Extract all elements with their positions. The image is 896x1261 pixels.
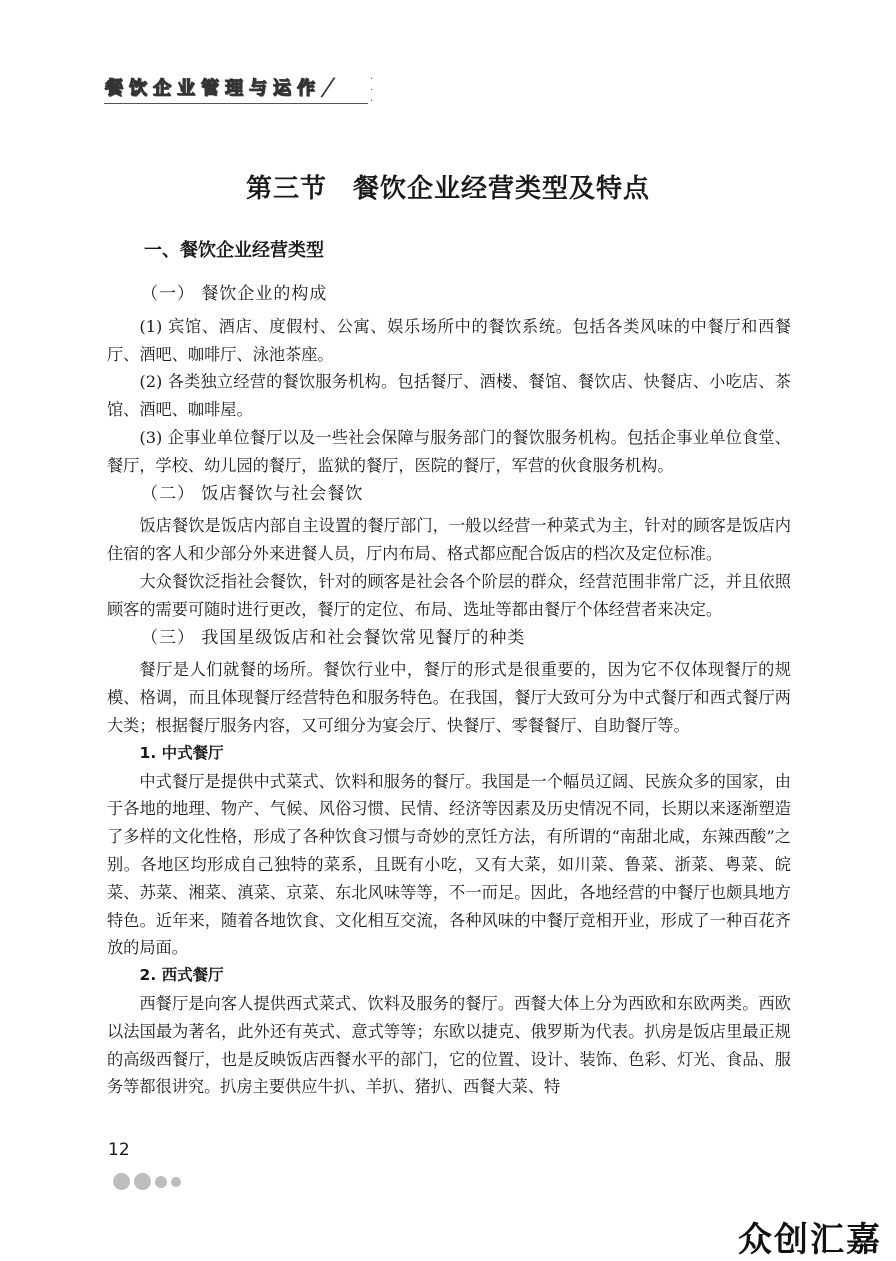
heading-composition: （一） 餐饮企业的构成 xyxy=(141,284,328,304)
header-char: 餐 xyxy=(105,78,123,99)
section-title-number: 第三节 xyxy=(245,174,327,204)
paragraph: 中式餐厅是提供中式菜式、饮料和服务的餐厅。我国是一个幅员辽阔、民族众多的国家，由于各地的地理、物产、气候、风俗习惯、民情、经济等因素及历史情况不同，长期以来逐渐塑造了多样的文化性格，形成了各种饮食习惯与奇妙的烹饪方法，有所谓的“南甜北咸，东辣西酸”之别。各地区均形成自己独特的菜系，且既有小吃，又有大菜，如川菜、鲁菜、浙菜、粤菜、皖菜、苏菜、湘菜、滇菜、京菜、东北风味等等，不一而足。因此，各地经营的中餐厅也颇具地方特色。近年来，随着各地饮食、文化相互交流，各种风味的中餐厅竞相开业，形成了一种百花齐放的局面。 xyxy=(107,771,791,958)
decor-dot xyxy=(113,1173,130,1190)
paragraph: 西餐厅是向客人提供西式菜式、饮料及服务的餐厅。西餐大体上分为西欧和东欧两类。西欧以法国最为著名，此外还有英式、意式等等；东欧以捷克、俄罗斯为代表。扒房是饭店里最正规的高级西餐厅，也是反映饭店西餐水平的部门，它的位置、设计、装饰、色彩、灯光、食品、服务等都很讲究。扒房主要供应牛扒、羊扒、猪扒、西餐大菜、特 xyxy=(107,993,791,1097)
paragraph: (3) 企事业单位餐厅以及一些社会保障与服务部门的餐饮服务机构。包括企事业单位食堂、餐厅，学校、幼儿园的餐厅，监狱的餐厅，医院的餐厅，军营的伙食服务机构。 xyxy=(107,427,791,475)
header-slash-decoration: / xyxy=(318,73,338,101)
paragraph: (1) 宾馆、酒店、度假村、公寓、娱乐场所中的餐饮系统。包括各类风味的中餐厅和西餐厅、酒吧、咖啡厅、泳池茶座。 xyxy=(107,316,791,364)
section-title-text: 餐饮企业经营类型及特点 xyxy=(353,174,651,204)
header-rule xyxy=(104,103,368,104)
footer-dots-decoration xyxy=(113,1173,185,1190)
decor-dot xyxy=(134,1173,151,1190)
header-char: 运 xyxy=(273,78,291,99)
header-char: 企 xyxy=(153,78,171,99)
paragraph: 大众餐饮泛指社会餐饮，针对的顾客是社会各个阶层的群众，经营范围非常广泛，并且依照顾客的需要可随时进行更改，餐厅的定位、布局、选址等都由餐厅个体经营者来决定。 xyxy=(107,571,791,619)
heading-restaurant-types: （三） 我国星级饭店和社会餐饮常见餐厅的种类 xyxy=(141,627,526,648)
header-char: 理 xyxy=(225,78,243,99)
section-title xyxy=(0,168,896,205)
decor-dot xyxy=(171,1177,181,1187)
header-char: 管 xyxy=(201,78,219,99)
header-char: 业 xyxy=(177,78,195,99)
heading-chinese-restaurant: 1. 中式餐厅 xyxy=(139,743,224,762)
paragraph: (2) 各类独立经营的餐饮服务机构。包括餐厅、酒楼、餐馆、餐饮店、快餐店、小吃店、茶馆、酒吧、咖啡屋。 xyxy=(107,372,791,420)
paragraph: 餐厅是人们就餐的场所。餐饮行业中，餐厅的形式是很重要的，因为它不仅体现餐厅的规模、格调，而且体现餐厅经营特色和服务特色。在我国，餐厅大致可分为中式餐厅和西式餐厅两大类；根据餐厅服务内容，又可细分为宴会厅、快餐厅、零餐餐厅、自助餐厅等。 xyxy=(107,660,791,735)
header-char: 与 xyxy=(249,78,267,99)
header-char: 作 xyxy=(297,78,315,99)
paragraph: 饭店餐饮是饭店内部自主设置的餐厅部门，一般以经营一种菜式为主，针对的顾客是饭店内住宿的客人和少部分外来进餐人员，厅内布局、格式都应配合饭店的档次及定位标准。 xyxy=(107,516,791,564)
subsection-heading: 一、餐饮企业经营类型 xyxy=(144,240,324,261)
header-dot-decoration: · · · xyxy=(370,74,375,107)
body-text xyxy=(107,280,791,1101)
decor-dot xyxy=(155,1176,167,1188)
running-header xyxy=(104,72,338,102)
header-char: 饮 xyxy=(129,78,147,99)
page-number: 12 xyxy=(108,1140,130,1160)
heading-western-restaurant: 2. 西式餐厅 xyxy=(139,966,224,985)
watermark-logo: 众创汇嘉 xyxy=(738,1220,882,1260)
heading-hotel-vs-social: （二） 饭店餐饮与社会餐饮 xyxy=(141,483,364,504)
